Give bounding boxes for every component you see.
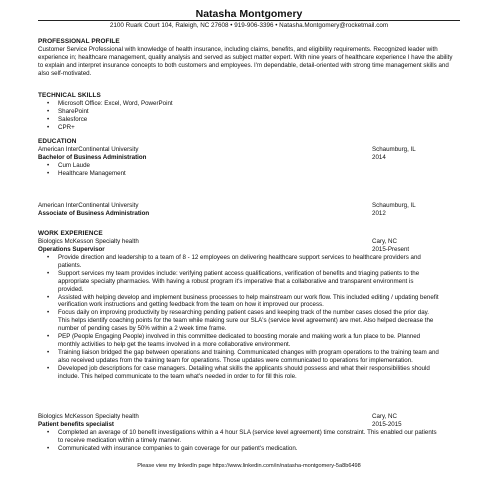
skill-item: • Salesforce xyxy=(38,116,454,124)
job-title: Operations Supervisor xyxy=(38,246,105,253)
resume-page xyxy=(38,0,460,495)
education-note: • Cum Laude xyxy=(38,162,454,170)
job-location: Cary, NC xyxy=(372,238,397,245)
job-bullet: • Provide direction and leadership to a team of 8 - 12 employees on delivering healthcare support services to healthcare providers and patients. xyxy=(38,254,440,270)
skills-list xyxy=(38,100,454,132)
job-bullet: • Assisted with helping develop and implement business processes to help mainstream our work flow. This included editing / updating benefit verification work instructions and getting feedback from the team on how it improved our process. xyxy=(38,294,440,310)
job-bullet: • Completed an average of 10 benefit investigations within a 4 hour SLA (service level agreement) time constraint. This enabled our patients to receive medication within a timely manner. xyxy=(38,429,440,445)
job-location: Cary, NC xyxy=(372,413,397,420)
degree-row xyxy=(38,154,460,162)
job-company-row xyxy=(38,238,460,246)
education-notes xyxy=(38,162,454,178)
job-title-row xyxy=(38,421,460,429)
skill-item: • Microsoft Office: Excel, Word, PowerPoint xyxy=(38,100,454,108)
degree-row xyxy=(38,210,460,218)
experience-heading: WORK EXPERIENCE xyxy=(38,230,103,237)
education-heading: EDUCATION xyxy=(38,138,77,145)
education-row xyxy=(38,146,460,154)
degree-year: 2012 xyxy=(372,210,386,217)
linkedin-footer[interactable]: Please view my linkedIn page https://www.linkedin.com/in/natasha-montgomery-5a8b6498 xyxy=(137,463,361,469)
school-name: American InterContinental University xyxy=(38,202,139,209)
contact-line: 2100 Ruark Court 104, Raleigh, NC 27608 • 919-906-3396 • Natasha.Montgomery@rocketmail.com xyxy=(109,22,389,29)
school-location: Schaumburg, IL xyxy=(372,146,416,153)
job-bullet: • Communicated with insurance companies to gain coverage for our patient's medication. xyxy=(38,445,440,453)
job-company: Biologics McKesson Specialty health xyxy=(38,413,139,420)
profile-heading: PROFESSIONAL PROFILE xyxy=(38,38,120,45)
degree-name: Associate of Business Administration xyxy=(38,210,150,217)
job-bullet: • Focus daily on improving productivity by researching pending patient cases and keeping track of the number cases closed the prior day. This helps identify coaching points for the team while making sure our SLA's (service level agreement) are met. Also helped decrease the number of pending cases by 50% within a 2 week time frame. xyxy=(38,309,440,333)
candidate-name: Natasha Montgomery xyxy=(195,8,303,20)
job-bullets xyxy=(38,254,440,381)
job-bullet: • Support services my team provides include: verifying patient access qualifications, verification of benefits and triaging patients to the appropriate specialty pharmacies. With having a robust program it's imperative that a collaborative and transparent environment is provided. xyxy=(38,270,440,294)
profile-text: Customer Service Professional with knowledge of health insurance, including claims, benefits, and eligibility requirements. Recognized leader with experience in; healthcare management, quality analysis and served as subject matter expert. With nine years of healthcare experience I have the ability to explain and interpret insurance concepts to both customers and employees. I'm dependable, detail-oriented with strong time management skills and also self-motivated. xyxy=(38,46,453,77)
education-row xyxy=(38,202,460,210)
education-note: • Healthcare Management xyxy=(38,170,454,178)
job-company: Biologics McKesson Specialty health xyxy=(38,238,139,245)
school-name: American InterContinental University xyxy=(38,146,139,153)
job-title-row xyxy=(38,246,460,254)
job-title: Patient benefits specialist xyxy=(38,421,114,428)
job-bullets xyxy=(38,429,440,453)
skill-item: • CPR+ xyxy=(38,124,454,132)
job-dates: 2015-Present xyxy=(372,246,410,253)
skill-item: • SharePoint xyxy=(38,108,454,116)
job-bullet: • PEP (People Engaging People) involved in this committee dedicated to boosting morale and making work a fun place to be. Planned monthly activities to help get the teams involved in a more collaborative environment. xyxy=(38,333,440,349)
job-company-row xyxy=(38,413,460,421)
job-bullet: • Training liaison bridged the gap between operations and training. Communicated changes with program operations to the training team and also received updates from the training team for operations. Those updates were communicated to operations for implementation. xyxy=(38,349,440,365)
skills-heading: TECHNICAL SKILLS xyxy=(38,92,101,99)
header-divider xyxy=(38,20,460,21)
degree-year: 2014 xyxy=(372,154,386,161)
job-dates: 2015-2015 xyxy=(372,421,402,428)
degree-name: Bachelor of Business Administration xyxy=(38,154,147,161)
school-location: Schaumburg, IL xyxy=(372,202,416,209)
job-bullet: • Developed job descriptions for case managers. Detailing what skills the applicants should possess and what their responsibilities should include. This helped communicate to the team what's needed in order to for fill this role. xyxy=(38,365,440,381)
